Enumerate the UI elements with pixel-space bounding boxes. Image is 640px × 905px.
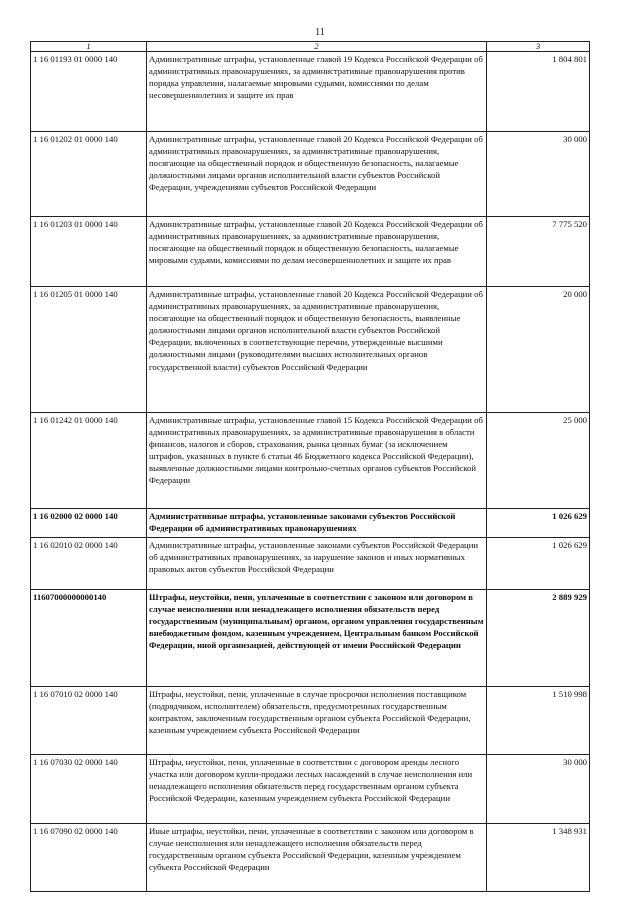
budget-code: 1 16 01242 01 0000 140 <box>31 413 147 509</box>
column-number: 1 <box>31 42 147 52</box>
amount: 7 775 520 <box>487 217 590 287</box>
revenue-description: Административные штрафы, установленные главой 20 Кодекса Российской Федерации об административных правонарушениях, за административные правонарушения, посягающие на общественный порядок и общественную безопасность, выявленные должностными лицами органов исполнительной власти субъектов Российской Федерации, включенных в соответствующие перечни, утвержденные высшими должностными лицами (руководителями высших исполнительных органов государственной власти) субъектов Российской Федерации <box>147 287 487 413</box>
budget-code: 11607000000000140 <box>31 590 147 687</box>
revenue-description: Административные штрафы, установленные законами субъектов Российской Федерации об административных правонарушениях <box>147 509 487 538</box>
table-row <box>31 824 590 892</box>
budget-code: 1 16 01205 01 0000 140 <box>31 287 147 413</box>
amount: 25 000 <box>487 413 590 509</box>
amount: 30 000 <box>487 132 590 217</box>
amount: 1 804 801 <box>487 52 590 132</box>
revenue-description: Административные штрафы, установленные законами субъектов Российской Федерации об административных правонарушениях, за нарушение законов и иных нормативных правовых актов субъектов Российской Федерации <box>147 538 487 590</box>
amount: 2 889 929 <box>487 590 590 687</box>
table-row <box>31 217 590 287</box>
budget-code: 1 16 07010 02 0000 140 <box>31 687 147 755</box>
budget-code: 1 16 01202 01 0000 140 <box>31 132 147 217</box>
budget-code: 1 16 01203 01 0000 140 <box>31 217 147 287</box>
table-row <box>31 687 590 755</box>
revenue-table <box>30 41 590 892</box>
amount: 1 026 629 <box>487 538 590 590</box>
amount: 1 026 629 <box>487 509 590 538</box>
table-row <box>31 755 590 824</box>
table-row <box>31 538 590 590</box>
budget-code: 1 16 07030 02 0000 140 <box>31 755 147 824</box>
column-number-row <box>31 42 590 52</box>
revenue-description: Штрафы, неустойки, пени, уплаченные в соответствии с законом или договором в случае неисполнения или ненадлежащего исполнения обязательств перед государственным (муниципальным) органом, органом управления государственным внебюджетным фондом, казенным учреждением, Центральным банком Российской Федерации, иной организацией, действующей от имени Российской Федерации <box>147 590 487 687</box>
revenue-description: Иные штрафы, неустойки, пени, уплаченные в соответствии с законом или договором в случае неисполнения или ненадлежащего исполнения обязательств перед государственным органом субъекта Российской Федерации, казенным учреждением субъекта Российской Федерации <box>147 824 487 892</box>
amount: 30 000 <box>487 755 590 824</box>
revenue-description: Административные штрафы, установленные главой 15 Кодекса Российской Федерации об административных правонарушениях, за административные правонарушения в области финансов, налогов и сборов, страхования, рынка ценных бумаг (за исключением штрафов, указанных в пункте 6 статьи 46 Бюджетного кодекса Российской Федерации), выявленные должностными лицами контрольно-счетных органов субъектов Российской Федерации <box>147 413 487 509</box>
budget-code: 1 16 02010 02 0000 140 <box>31 538 147 590</box>
table-row <box>31 509 590 538</box>
table-row <box>31 52 590 132</box>
table-row <box>31 590 590 687</box>
revenue-description: Штрафы, неустойки, пени, уплаченные в случае просрочки исполнения поставщиком (подрядчиком, исполнителем) обязательств, предусмотренных государственным контрактом, заключенным государственным органом субъекта Российской Федерации, казенным учреждением субъекта Российской Федерации <box>147 687 487 755</box>
amount: 1 510 998 <box>487 687 590 755</box>
column-number: 2 <box>147 42 487 52</box>
table-row <box>31 287 590 413</box>
amount: 1 348 931 <box>487 824 590 892</box>
revenue-description: Штрафы, неустойки, пени, уплаченные в соответствии с договором аренды лесного участка или договором купли-продажи лесных насаждений в случае неисполнения или ненадлежащего исполнения обязательств перед государственным органом субъекта Российской Федерации, казенным учреждением субъекта Российской Федерации <box>147 755 487 824</box>
column-number: 3 <box>487 42 590 52</box>
budget-code: 1 16 07090 02 0000 140 <box>31 824 147 892</box>
budget-code: 1 16 02000 02 0000 140 <box>31 509 147 538</box>
revenue-description: Административные штрафы, установленные главой 20 Кодекса Российской Федерации об административных правонарушениях, за административные правонарушения, посягающие на общественный порядок и общественную безопасность, налагаемые мировыми судьями, комиссиями по делам несовершеннолетних и защите их прав <box>147 217 487 287</box>
revenue-description: Административные штрафы, установленные главой 20 Кодекса Российской Федерации об административных правонарушениях, за административные правонарушения, посягающие на общественный порядок и общественную безопасность, налагаемые должностными лицами органов исполнительной власти субъектов Российской Федерации, учреждениями субъектов Российской Федерации <box>147 132 487 217</box>
page-number: 11 <box>315 27 325 38</box>
amount: 20 000 <box>487 287 590 413</box>
revenue-description: Административные штрафы, установленные главой 19 Кодекса Российской Федерации об административных правонарушениях, за административные правонарушения против порядка управления, налагаемые мировыми судьями, комиссиями по делам несовершеннолетних и защите их прав <box>147 52 487 132</box>
budget-code: 1 16 01193 01 0000 140 <box>31 52 147 132</box>
table-row <box>31 132 590 217</box>
table-row <box>31 413 590 509</box>
